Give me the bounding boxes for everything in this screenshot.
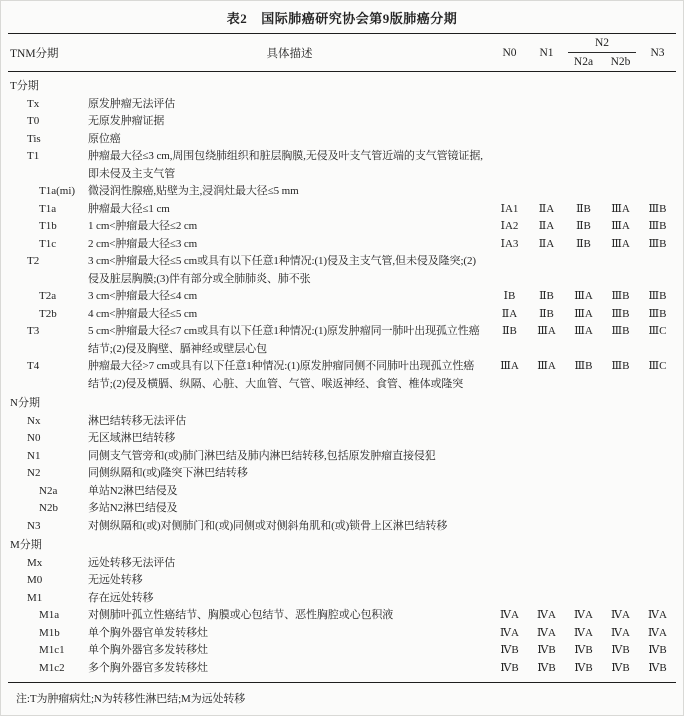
stage-value: ⅢB (648, 290, 667, 302)
row-description: 同侧支气管旁和(或)肺门淋巴结及肺内淋巴结转移,包括原发肿瘤直接侵犯 (88, 449, 436, 462)
row-description: 原位癌 (88, 132, 121, 145)
row-description: 微浸润性腺癌,贴壁为主,浸润灶最大径≤5 mm (88, 185, 299, 197)
row-description: 无原发肿瘤证据 (88, 115, 165, 127)
stage-value: ⅡB (576, 237, 591, 250)
table-row (8, 183, 676, 201)
table-row (8, 413, 676, 431)
stage-value: ⅣA (537, 626, 556, 639)
stage-value: ⅡB (539, 307, 554, 320)
stage-value: ⅢB (648, 237, 667, 250)
stage-value: ⅡA (538, 202, 555, 215)
row-description: 远处转移无法评估 (88, 556, 176, 569)
table-row (8, 448, 676, 466)
table-title-text: 国际肺癌研究协会第9版肺癌分期 (261, 11, 458, 26)
stage-value: ⅣB (537, 661, 556, 674)
stage-value: ⅡA (538, 237, 555, 250)
table-row (8, 430, 676, 448)
table-row (8, 660, 676, 678)
table-footnote: 注:T为肿瘤病灶;N为转移性淋巴结;M为远处转移 (16, 693, 246, 705)
table-row (8, 323, 676, 358)
column-header-n2: N2 (568, 35, 636, 53)
column-header-description: 具体描述 (266, 47, 313, 60)
row-description: 单个胸外器官多发转移灶 (88, 644, 208, 656)
table-row (8, 607, 676, 625)
row-label: N0 (27, 432, 41, 444)
table-row (8, 96, 676, 114)
column-header-n2b: N2b (610, 56, 631, 68)
row-description: 单站N2淋巴结侵及 (88, 484, 178, 497)
table-row (8, 113, 676, 131)
row-description: 单个胸外器官单发转移灶 (88, 626, 208, 639)
row-description: 对侧肺叶孤立性癌结节、胸膜或心包结节、恶性胸腔或心包积液 (88, 609, 394, 621)
stage-value: ⅠB (503, 290, 516, 302)
stage-value: ⅢC (648, 325, 667, 337)
stage-value: ⅢB (648, 307, 667, 320)
stage-value: ⅣA (500, 609, 519, 621)
row-description: 无区域淋巴结转移 (88, 432, 176, 444)
row-label: Tis (27, 132, 41, 145)
row-description: 多个胸外器官多发转移灶 (88, 661, 208, 674)
table-row (8, 253, 676, 288)
stage-value: ⅢB (648, 202, 667, 215)
table-row (8, 500, 676, 518)
stage-value: ⅣA (611, 626, 630, 639)
row-label: T1b (39, 220, 57, 232)
table-row (8, 201, 676, 219)
stage-value: ⅠA3 (500, 237, 519, 250)
row-label: N1 (27, 449, 41, 462)
stage-value: ⅣA (611, 609, 630, 621)
row-label: T3 (27, 325, 40, 337)
table-row (8, 483, 676, 501)
stage-value: ⅢB (648, 220, 667, 232)
stage-value: ⅣB (648, 661, 667, 674)
column-header-n0: N0 (502, 46, 517, 59)
stage-value: ⅡA (501, 307, 518, 320)
stage-value: ⅠA1 (500, 202, 519, 215)
row-label: Tx (27, 97, 40, 110)
row-label: N2b (39, 502, 58, 514)
column-header-n3: N3 (650, 46, 665, 59)
table-row (8, 625, 676, 643)
table-row (8, 288, 676, 306)
row-label: Mx (27, 556, 43, 569)
table-row (8, 236, 676, 254)
row-label: T1c (39, 237, 57, 250)
row-description: 无远处转移 (88, 574, 143, 586)
row-label: M1 (27, 591, 43, 604)
stage-value: ⅢA (537, 360, 556, 372)
stage-value: ⅣB (611, 644, 630, 656)
row-label: N3 (27, 519, 41, 532)
row-label: M1c1 (39, 644, 65, 656)
row-description: 淋巴结转移无法评估 (88, 414, 187, 427)
row-description: 3 cm<肿瘤最大径≤5 cm或具有以下任意1种情况:(1)侵及主支气管,但未侵及隆突;(2)侵及脏层胸膜;(3)伴有部分或全肺肺炎、肺不张 (88, 255, 476, 285)
stage-value: ⅢB (611, 325, 630, 337)
table-number: 表2 (226, 11, 248, 26)
stage-value: ⅣA (537, 609, 556, 621)
table-row (8, 590, 676, 608)
row-description: 4 cm<肿瘤最大径≤5 cm (88, 307, 198, 320)
row-description: 同侧纵隔和(或)隆突下淋巴结转移 (88, 467, 248, 479)
stage-value: ⅣB (500, 661, 519, 674)
table-row (8, 465, 676, 483)
table-row (8, 131, 676, 149)
table-body (8, 72, 676, 683)
table-header-row (8, 33, 676, 72)
row-label: T1a(mi) (39, 185, 76, 197)
stage-value: ⅢB (611, 307, 630, 320)
table-row (8, 537, 676, 555)
stage-value: ⅣB (537, 644, 556, 656)
row-label: T2 (27, 255, 40, 267)
row-label: T1a (39, 202, 57, 215)
column-header-n2a: N2a (573, 56, 594, 68)
stage-value: ⅢA (574, 290, 593, 302)
stage-value: ⅣB (574, 644, 593, 656)
table-row (8, 148, 676, 183)
row-description: 2 cm<肿瘤最大径≤3 cm (88, 237, 198, 250)
stage-value: ⅣA (500, 626, 519, 639)
table-row (8, 78, 676, 96)
row-label: M1b (39, 626, 60, 639)
stage-value: ⅣA (574, 626, 593, 639)
stage-value: ⅡB (576, 202, 591, 215)
row-label: Nx (27, 414, 41, 427)
stage-value: ⅣB (611, 661, 630, 674)
stage-value: ⅢA (574, 325, 593, 337)
stage-value: ⅢB (574, 360, 593, 372)
stage-value: ⅢA (537, 325, 556, 337)
row-label: T2a (39, 290, 57, 302)
table-title (1, 1, 683, 33)
stage-value: ⅣA (648, 609, 667, 621)
row-description: 3 cm<肿瘤最大径≤4 cm (88, 290, 198, 302)
column-header-n2-group (565, 34, 639, 71)
row-label: T4 (27, 360, 40, 372)
column-header-tnm: TNM分期 (10, 47, 59, 60)
stage-value: ⅢC (648, 360, 667, 372)
stage-value: ⅡB (576, 220, 591, 232)
table-row (8, 572, 676, 590)
row-label: M1a (39, 609, 60, 621)
row-label: M0 (27, 574, 43, 586)
table-row (8, 555, 676, 573)
stage-value: ⅡA (538, 220, 555, 232)
row-description: 5 cm<肿瘤最大径≤7 cm或具有以下任意1种情况:(1)原发肿瘤同一肺叶出现孤立性癌结节;(2)侵及胸壁、膈神经或壁层心包 (88, 325, 480, 355)
column-header-n2-subrow (565, 53, 639, 70)
table-row (8, 306, 676, 324)
row-description: 多站N2淋巴结侵及 (88, 502, 178, 514)
row-label: N2a (39, 484, 58, 497)
stage-value: ⅣA (574, 609, 593, 621)
row-label: M分期 (10, 539, 42, 551)
row-label: N2 (27, 467, 41, 479)
stage-value: ⅢA (500, 360, 519, 372)
row-description: 肿瘤最大径≤3 cm,周围包绕肺组织和脏层胸膜,无侵及叶支气管近端的支气管镜证据,即未侵及主支气管 (88, 150, 483, 180)
row-label: T1 (27, 150, 40, 162)
row-description: 对侧纵隔和(或)对侧肺门和(或)同侧或对侧斜角肌和(或)锁骨上区淋巴结转移 (88, 519, 448, 532)
stage-value: ⅣA (648, 626, 667, 639)
row-label: T分期 (10, 80, 39, 92)
stage-value: ⅢA (611, 220, 630, 232)
staging-table (8, 33, 676, 683)
row-label: M1c2 (39, 661, 65, 674)
stage-value: ⅠA2 (500, 220, 519, 232)
column-header-n1: N1 (539, 46, 554, 59)
stage-value: ⅣB (500, 644, 519, 656)
stage-value: ⅢA (611, 237, 630, 250)
table-row (8, 395, 676, 413)
row-description: 肿瘤最大径>7 cm或具有以下任意1种情况:(1)原发肿瘤同侧不同肺叶出现孤立性癌结节;(2)侵及横膈、纵隔、心脏、大血管、气管、喉返神经、食管、椎体或隆突 (88, 360, 475, 390)
stage-value: ⅢB (611, 290, 630, 302)
table-row (8, 358, 676, 393)
table-row (8, 518, 676, 536)
row-description: 存在远处转移 (88, 591, 154, 604)
stage-value: ⅣB (574, 661, 593, 674)
row-description: 原发肿瘤无法评估 (88, 97, 176, 110)
stage-value: ⅢA (611, 202, 630, 215)
table-row (8, 218, 676, 236)
row-description: 肿瘤最大径≤1 cm (88, 202, 170, 215)
table-row (8, 642, 676, 660)
row-description: 1 cm<肿瘤最大径≤2 cm (88, 220, 198, 232)
stage-value: ⅢA (574, 307, 593, 320)
stage-value: ⅡB (502, 325, 517, 337)
row-label: T2b (39, 307, 57, 320)
stage-value: ⅣB (648, 644, 667, 656)
row-label: N分期 (10, 397, 40, 409)
stage-value: ⅡB (539, 290, 554, 302)
row-label: T0 (27, 115, 40, 127)
stage-value: ⅢB (611, 360, 630, 372)
